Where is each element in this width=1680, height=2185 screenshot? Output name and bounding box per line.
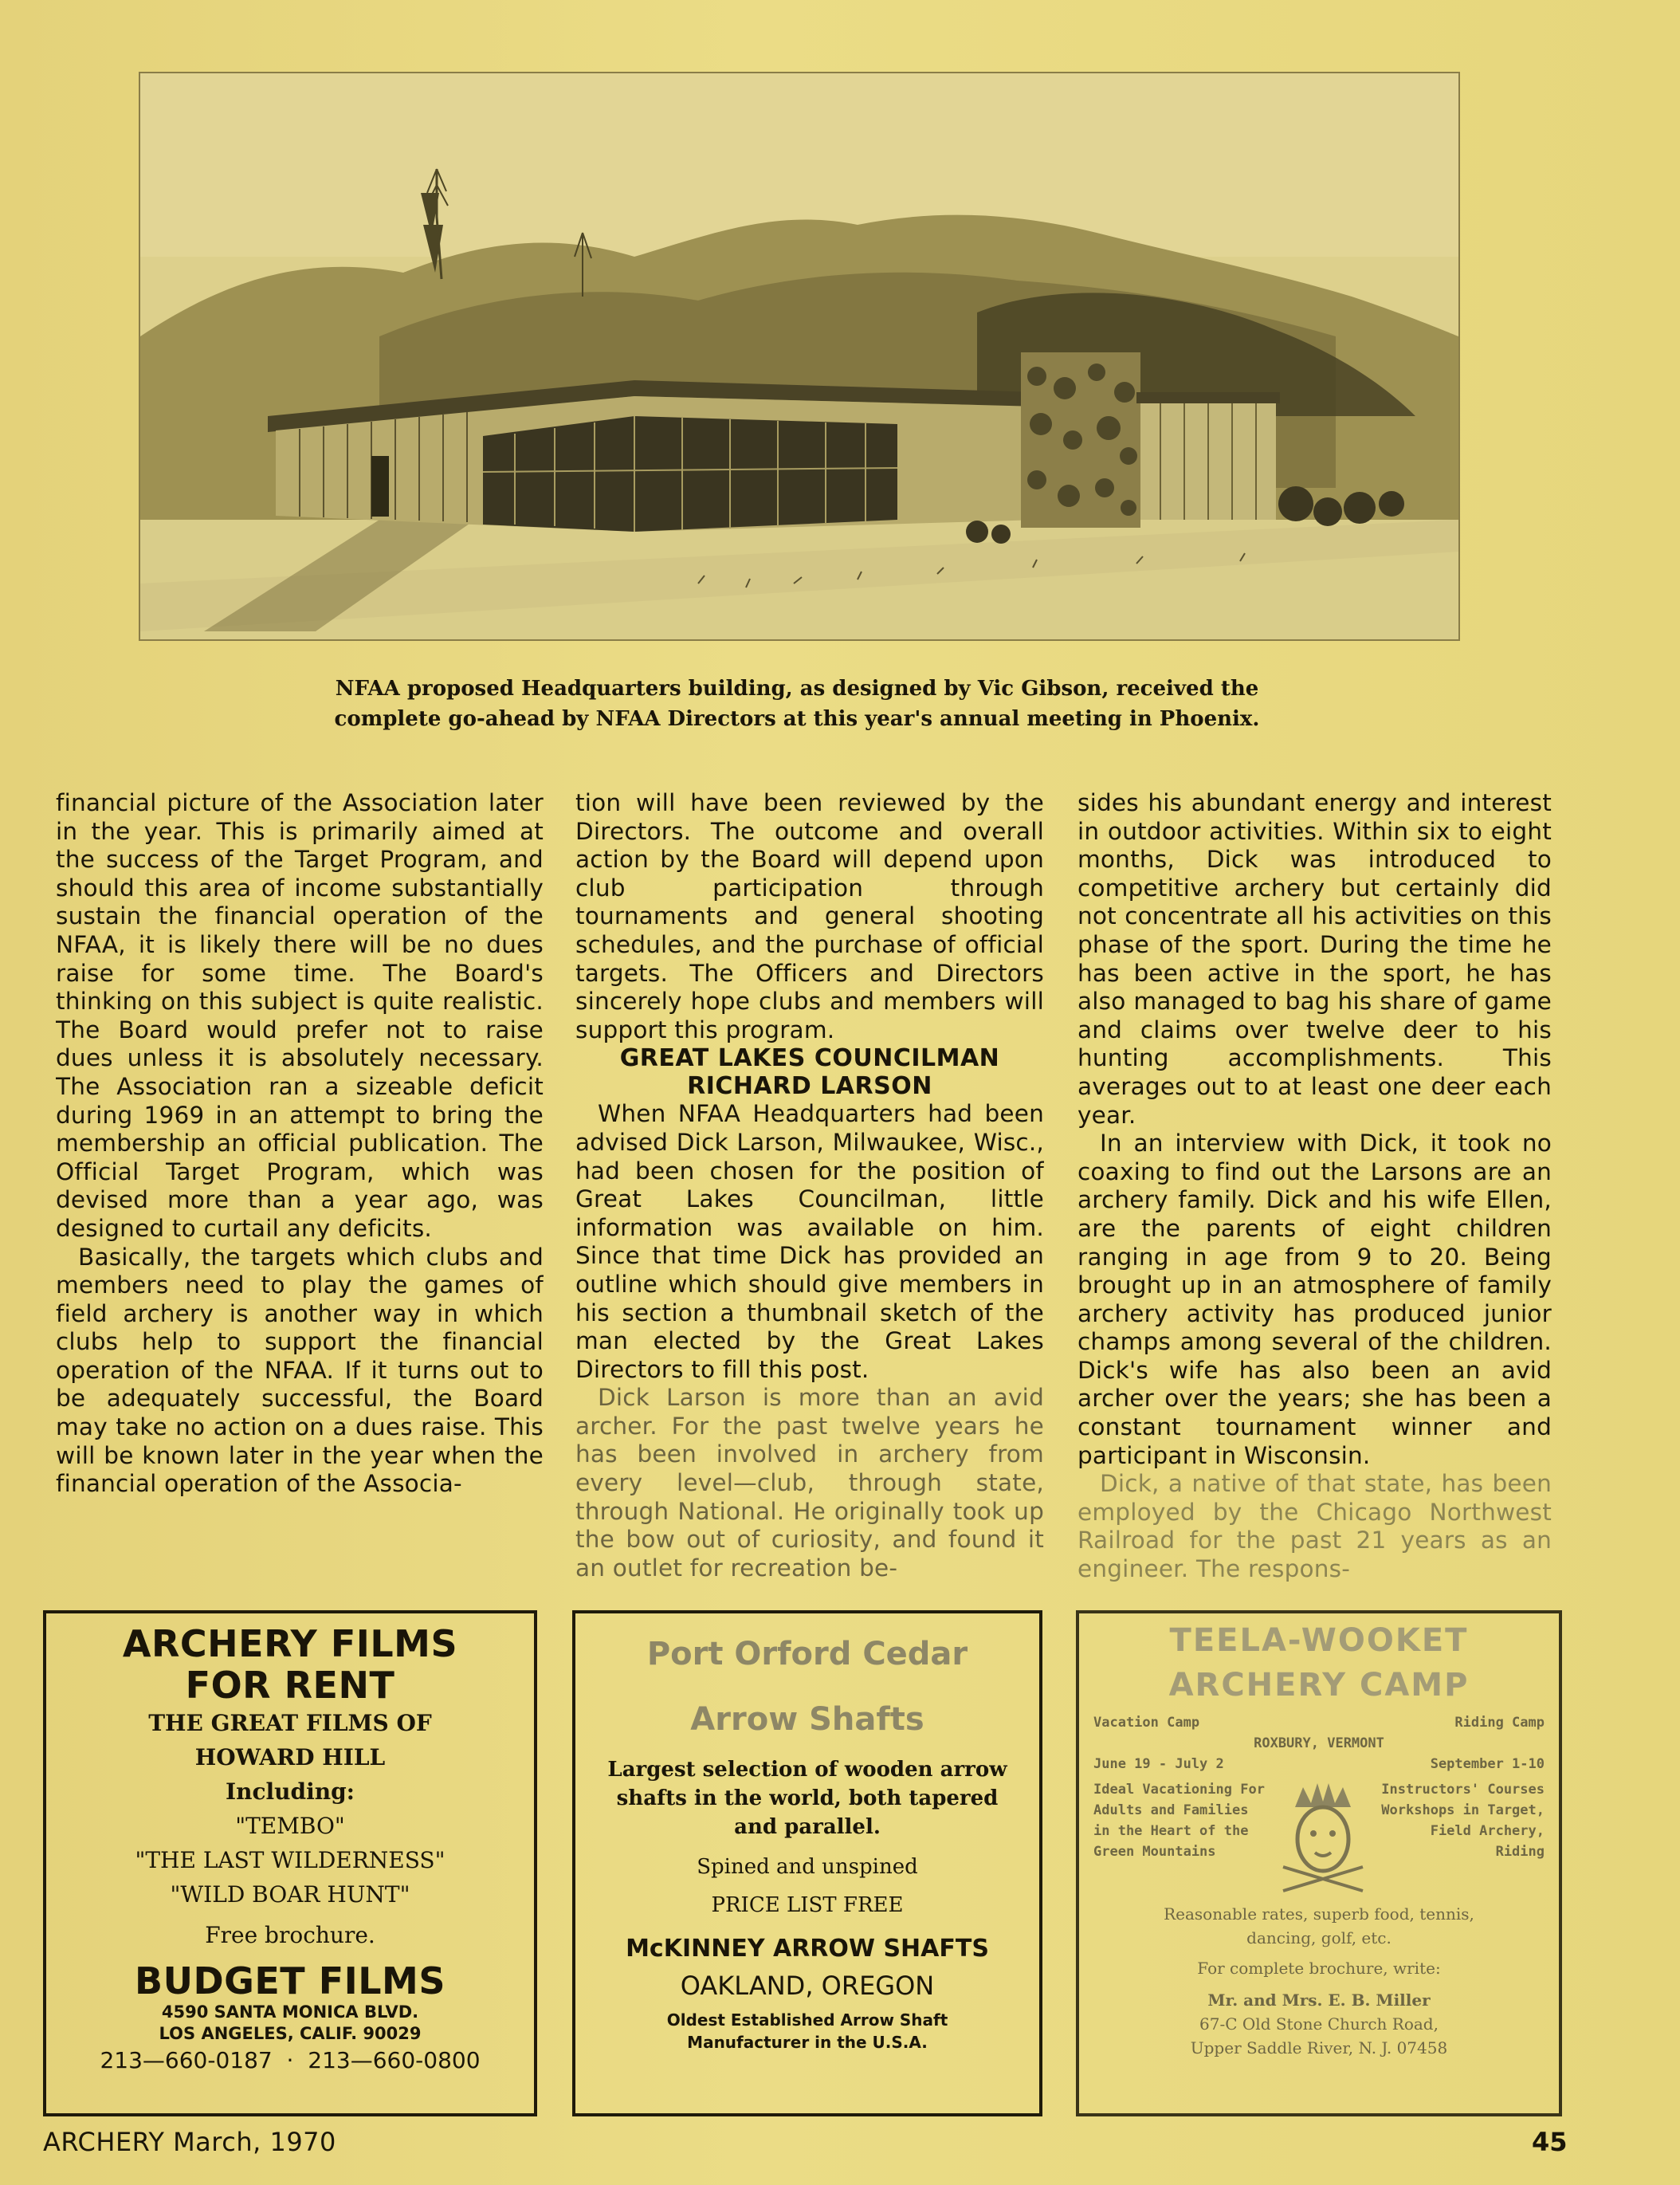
ad-title: ARCHERY CAMP [1168,1667,1470,1704]
ad-title: ARCHERY FILMS [122,1622,458,1665]
ad-tagline: Oldest Established Arrow Shaft [666,2010,948,2030]
magazine-issue: ARCHERY March, 1970 [43,2127,336,2157]
contact-name: Mr. and Mrs. E. B. Miller [1207,1990,1431,2010]
section-heading-name: RICHARD LARSON [687,1072,932,1101]
article-paragraph: Basically, the targets which clubs and members need to play the games of field archery is another way in which clubs help to support the financial operation of the NFAA. If it turns out to be adequately successful, the Board may take no action on a dues raise. This will be known later in the year when the financial operation of the Associa- [56,1243,544,1498]
phone-numbers [46,2045,534,2077]
phone-number: 213—660-0187 [100,2047,273,2073]
article-paragraph: Dick Larson is more than an avid archer. For the past twelve years he has been involved in archery from every level—club, through state, through National. He originally took up the bow out of curiosity, and found it an outlet for recreation be- [575,1384,1044,1582]
caption-line-2: complete go-ahead by NFAA Directors at this year's annual meeting in Phoenix. [334,707,1260,731]
camp-types [1079,1712,1559,1733]
article-column-3 [1077,789,1552,1594]
building-sketch [140,73,1458,639]
film-title: "WILD BOAR HUNT" [170,1881,410,1908]
indian-head-emblem-icon [1271,1779,1375,1899]
ad-line: HOWARD HILL [194,1744,386,1770]
section-heading: GREAT LAKES COUNCILMAN [619,1044,1000,1073]
ad-title: Arrow Shafts [690,1701,924,1738]
ad-title: Port Orford Cedar [646,1636,968,1672]
article-paragraph: Dick, a native of that state, has been employed by the Chicago Northwest Railroad for the past 21 years as an engineer. The respons- [1077,1470,1552,1583]
film-title: "TEMBO" [235,1813,345,1839]
budget-films-ad [43,1610,537,2116]
page-number: 45 [1532,2127,1568,2157]
headquarters-building-illustration [139,72,1460,641]
contact-city: Upper Saddle River, N. J. 07458 [1190,2038,1448,2057]
article-column-1 [56,789,544,1594]
company-city: OAKLAND, OREGON [680,1971,935,2001]
article-paragraph: In an interview with Dick, it took no coaxing to find out the Larsons are an archery family. Dick and his wife Ellen, are the parents of eight children ranging in age from 9 to 20. Being brought up in an atmosphere of family archery activity has produced junior champs among several of the children. Dick's wife has also been an avid archer over the years; she has been a constant tournament winner and participant in Wisconsin. [1077,1130,1552,1469]
ad-line: Spined and unspined [697,1855,918,1879]
phone-number: 213—660-0800 [308,2047,481,2073]
riding-camp: Riding Camp [1454,1715,1545,1731]
ad-title: FOR RENT [185,1664,395,1707]
mckinney-arrow-shafts-ad [572,1610,1042,2116]
company-name: BUDGET FILMS [135,1959,446,2002]
ad-tagline: Manufacturer in the U.S.A. [687,2033,928,2052]
ad-brochure: Free brochure. [205,1922,375,1948]
article-paragraph: When NFAA Headquarters had been advised Dick Larson, Milwaukee, Wisc., had been chosen for the position of Great Lakes Councilman, little information was available on him. Since that time Dick has provided an outline which should give members in his section a thumbnail sketch of the man elected by the Great Lakes Directors to fill this post. [575,1100,1044,1383]
dates: September 1-10 [1430,1756,1545,1772]
camp-rates: Reasonable rates, superb food, tennis, dancing, golf, etc. [1164,1904,1474,1947]
vacation-camp: Vacation Camp [1093,1715,1200,1731]
ad-line: THE GREAT FILMS OF [148,1710,432,1736]
separator: · [286,2047,294,2073]
article-column-2 [575,789,1044,1594]
ad-title: TEELA-WOOKET [1169,1622,1469,1659]
camp-description: Ideal Vacationing For Adults and Families in the Heart of the Green Mountains [1093,1782,1265,1860]
company-name: McKINNEY ARROW SHAFTS [626,1935,989,1963]
article-paragraph: tion will have been reviewed by the Directors. The outcome and overall action by the Board will depend upon club participation through tournaments and general shooting schedules, and the purchase of official targets. The Officers and Directors sincerely hope clubs and members will support this program. [575,789,1044,1043]
camp-location [1079,1733,1559,1754]
article-paragraph: financial picture of the Association later in the year. This is primarily aimed at the success of the Target Program, and should this area of income substantially sustain the financial operation of the NFAA, it is likely there will be no dues raise for some time. The Board's thinking on this subject is quite realistic. The Board would prefer not to raise dues unless it is absolutely necessary. The Association ran a sizeable deficit during 1969 in an attempt to bring the membership an official publication. The Official Target Program, which was devised more than a year ago, was designed to curtail any deficits. [56,789,544,1242]
photo-caption [239,674,1355,734]
camp-dates [1079,1754,1559,1774]
ad-line: PRICE LIST FREE [711,1893,904,1917]
caption-line-1: NFAA proposed Headquarters building, as designed by Vic Gibson, received the [335,677,1259,701]
film-title: "THE LAST WILDERNESS" [135,1847,446,1873]
address-line: LOS ANGELES, CALIF. 90029 [159,2024,422,2043]
dates: June 19 - July 2 [1093,1756,1224,1772]
address-line: 4590 SANTA MONICA BLVD. [161,2002,419,2022]
camp-courses: Instructors' Courses Workshops in Target, Field Archery, Riding [1381,1782,1545,1860]
ad-line: Including: [226,1778,355,1805]
camp-brochure: For complete brochure, write: [1197,1959,1441,1978]
ad-body: Largest selection of wooden arrow shafts in the world, both tapered and parallel. [607,1758,1007,1839]
location: ROXBURY, VERMONT [1254,1735,1384,1751]
article-paragraph: sides his abundant energy and interest in outdoor activities. Within six to eight months, Dick was introduced to competitive archery but certainly did not concentrate all his activities on this phase of the sport. During the time he has been active in the sport, he has also managed to bag his share of game and claims over twelve deer to his hunting accomplishments. This averages out to at least one deer each year. [1077,789,1552,1129]
contact-address: 67-C Old Stone Church Road, [1199,2014,1439,2034]
camp-details [1079,1779,1559,1899]
teela-wooket-camp-ad [1076,1610,1562,2116]
